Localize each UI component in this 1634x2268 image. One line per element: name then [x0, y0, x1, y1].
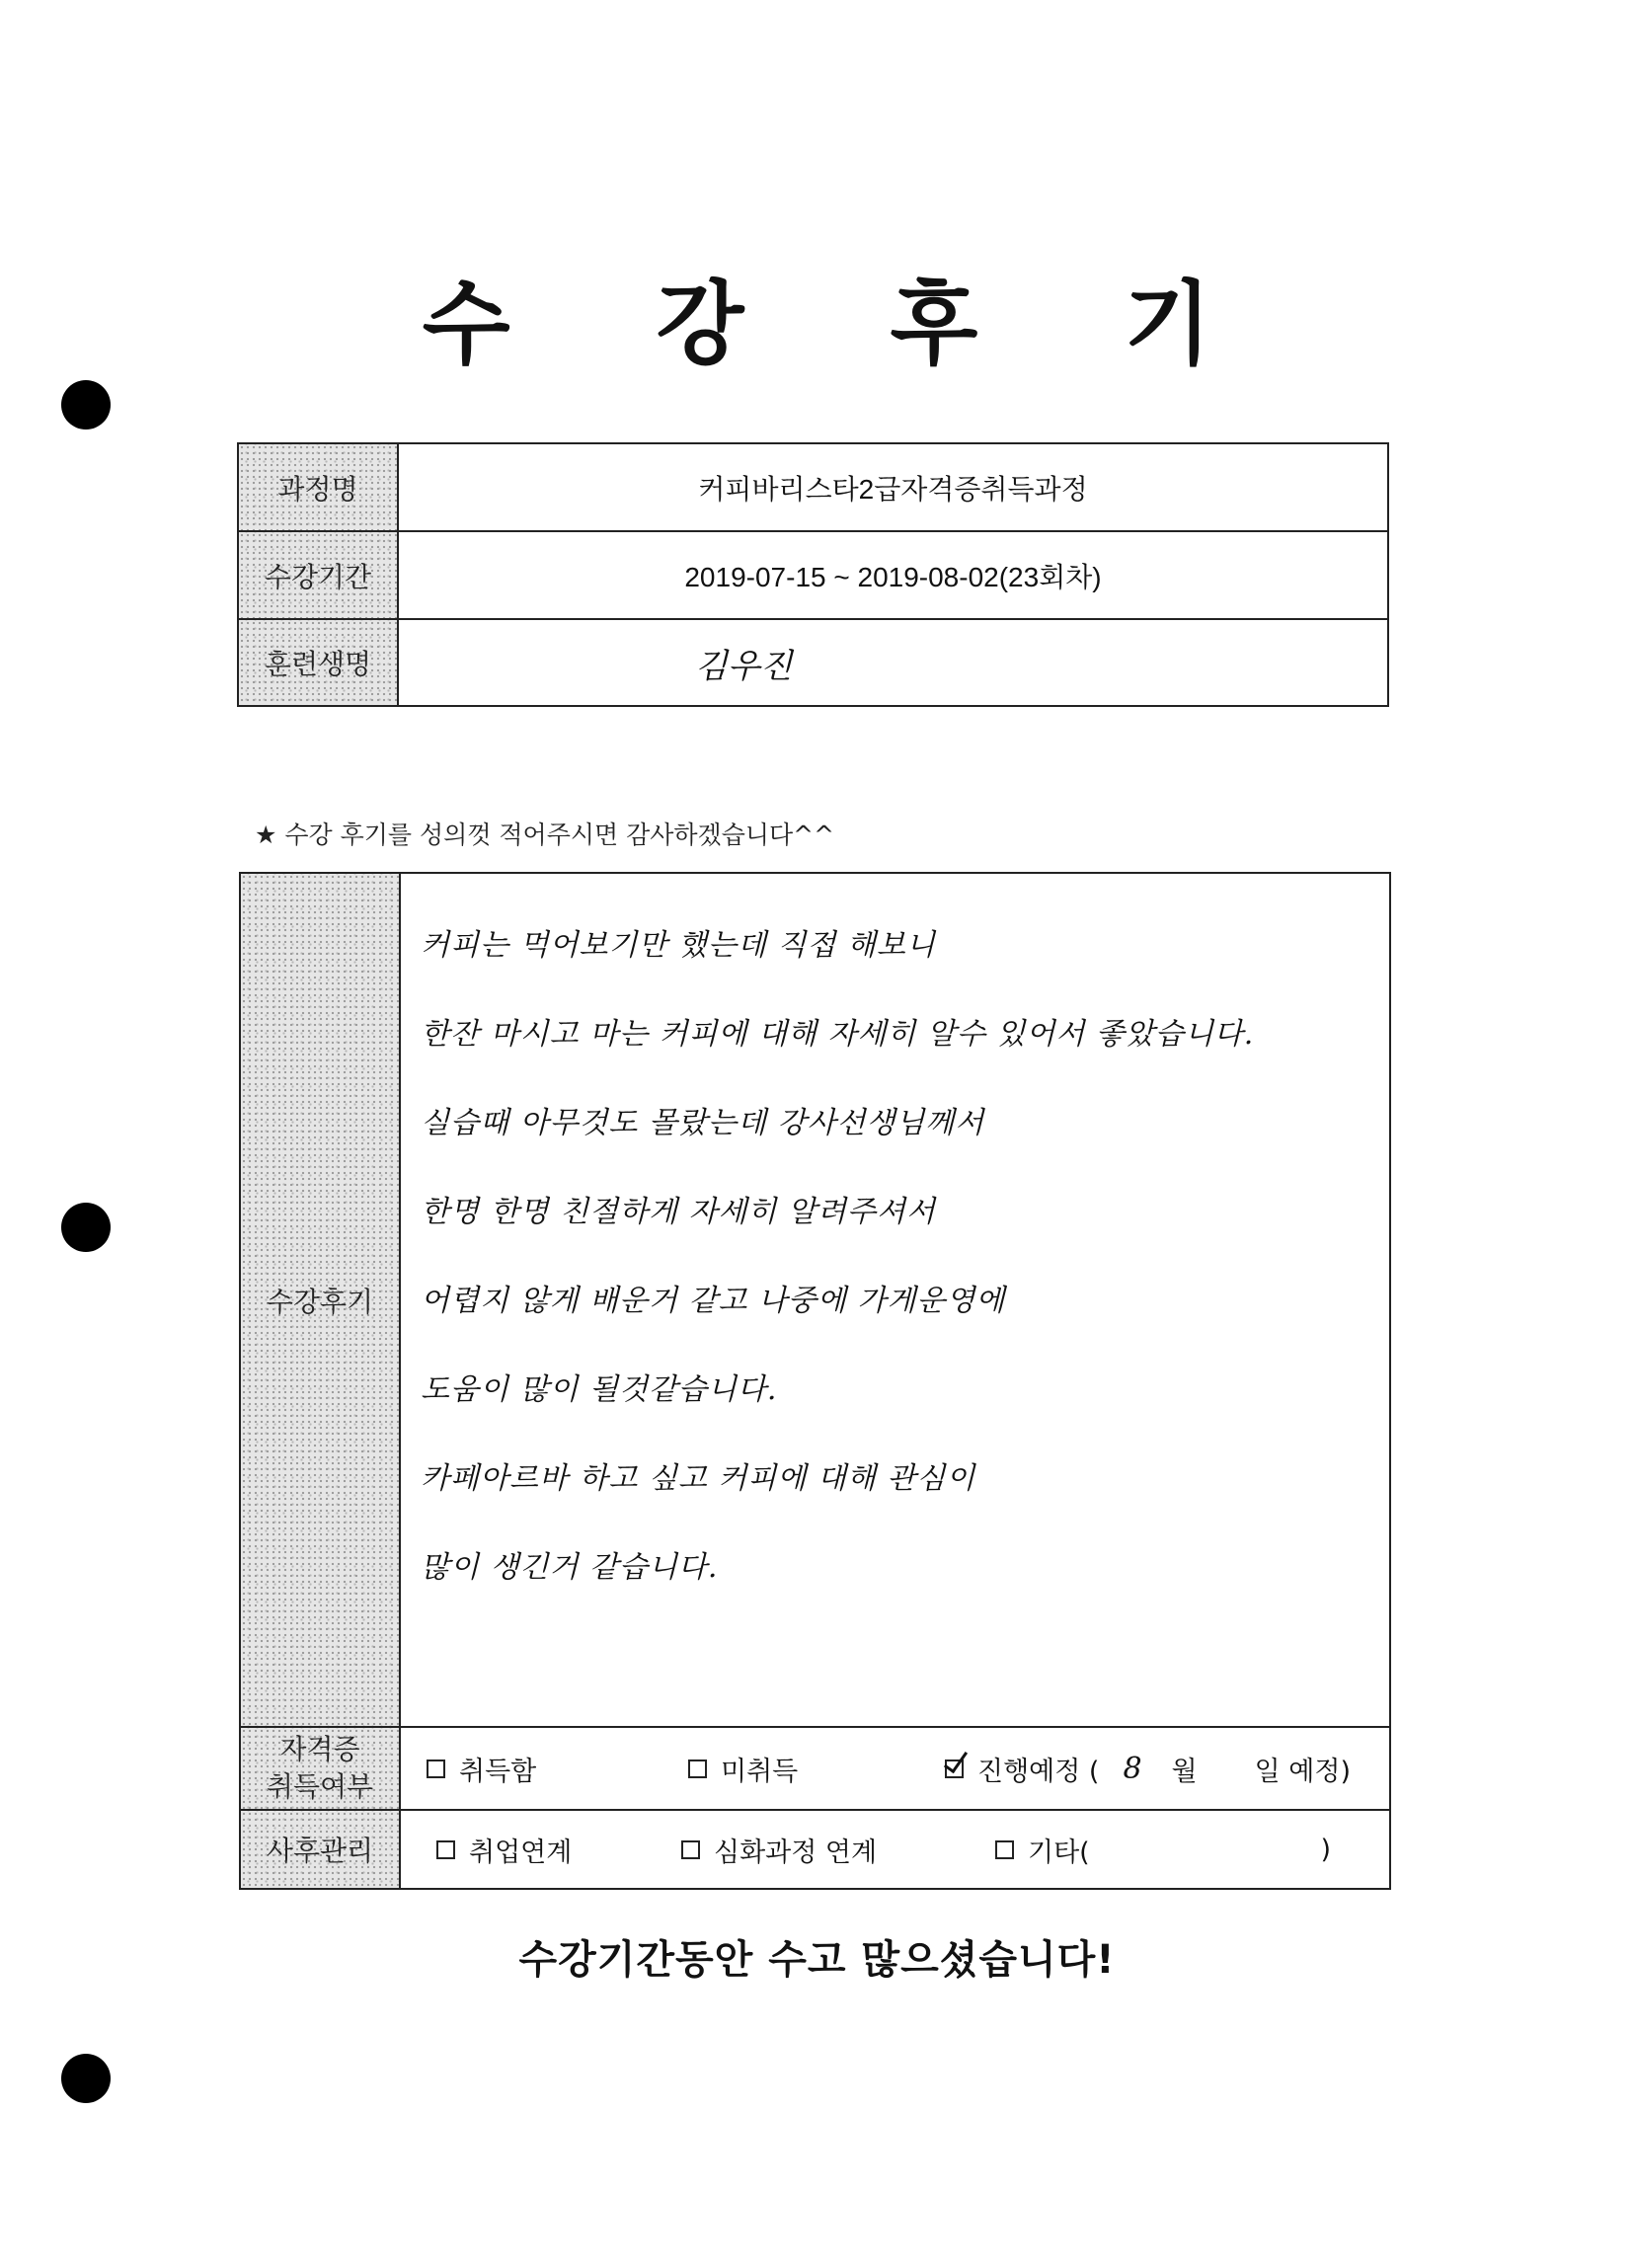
planned-month-unit: 월	[1171, 1756, 1198, 1787]
certification-label	[240, 1727, 400, 1810]
review-table	[239, 872, 1391, 1890]
option-advanced-course-label: 심화과정 연계	[714, 1837, 878, 1868]
option-planned[interactable]	[945, 1750, 1351, 1788]
review-line: 도움이 많이 될것같습니다.	[421, 1372, 778, 1407]
option-not-acquired-label: 미취득	[721, 1756, 799, 1787]
punch-hole-top	[61, 380, 111, 430]
punch-hole-bottom	[61, 2054, 111, 2103]
page-title: 수 강 후 기	[422, 272, 1270, 377]
option-planned-label: 진행예정 (	[977, 1756, 1100, 1787]
option-job-link[interactable]	[436, 1831, 681, 1869]
closing-message: 수강기간동안 수고 많으셨습니다!	[518, 1937, 1116, 1983]
review-line: 실습때 아무것도 몰랐는데 강사선생님께서	[421, 1106, 985, 1140]
review-label: 수강후기	[240, 873, 400, 1727]
review-line: 커피는 먹어보기만 했는데 직접 해보니	[421, 928, 936, 963]
course-info-table	[237, 442, 1389, 707]
planned-day-unit: 일 예정)	[1254, 1756, 1352, 1787]
trainee-name-label: 훈련생명	[238, 619, 398, 706]
followup-label: 사후관리	[240, 1810, 400, 1889]
option-not-acquired[interactable]	[688, 1750, 945, 1788]
review-content	[400, 873, 1390, 1727]
option-advanced-course[interactable]	[681, 1831, 995, 1869]
option-acquired-label: 취득함	[459, 1756, 537, 1787]
option-acquired[interactable]	[427, 1750, 688, 1788]
option-other-close: )	[1320, 1834, 1331, 1865]
course-name-value: 커피바리스타2급자격증취득과정	[398, 443, 1388, 531]
certification-options	[400, 1727, 1390, 1810]
course-name-label: 과정명	[238, 443, 398, 531]
course-period-value: 2019-07-15 ~ 2019-08-02(23회차)	[398, 531, 1388, 619]
certification-label-line1: 자격증	[279, 1733, 360, 1765]
followup-options	[400, 1810, 1390, 1889]
certification-label-line2: 취득여부	[266, 1770, 374, 1803]
trainee-name-value	[398, 619, 1388, 706]
planned-month-value: 8	[1123, 1751, 1142, 1786]
checkbox-acquired[interactable]	[427, 1760, 445, 1778]
instruction-note: ★ 수강 후기를 성의껏 적어주시면 감사하겠습니다^^	[255, 821, 835, 849]
review-line: 한잔 마시고 마는 커피에 대해 자세히 알수 있어서 좋았습니다.	[421, 1017, 1255, 1052]
review-line: 한명 한명 친절하게 자세히 알려주셔서	[421, 1195, 936, 1229]
punch-hole-middle	[61, 1203, 111, 1252]
review-line: 어렵지 않게 배운거 같고 나중에 가게운영에	[421, 1284, 1006, 1318]
trainee-name-text: 김우진	[695, 646, 793, 686]
checkbox-job-link[interactable]	[436, 1840, 455, 1859]
course-period-label: 수강기간	[238, 531, 398, 619]
option-other[interactable]	[995, 1831, 1331, 1869]
checkbox-planned-checked[interactable]	[945, 1760, 964, 1778]
checkbox-advanced-course[interactable]	[681, 1840, 700, 1859]
review-line: 카페아르바 하고 싶고 커피에 대해 관심이	[421, 1461, 976, 1496]
review-line: 많이 생긴거 같습니다.	[421, 1550, 719, 1585]
option-other-label: 기타(	[1028, 1837, 1090, 1868]
option-job-link-label: 취업연계	[469, 1837, 573, 1868]
checkbox-other[interactable]	[995, 1840, 1014, 1859]
checkbox-not-acquired[interactable]	[688, 1760, 707, 1778]
